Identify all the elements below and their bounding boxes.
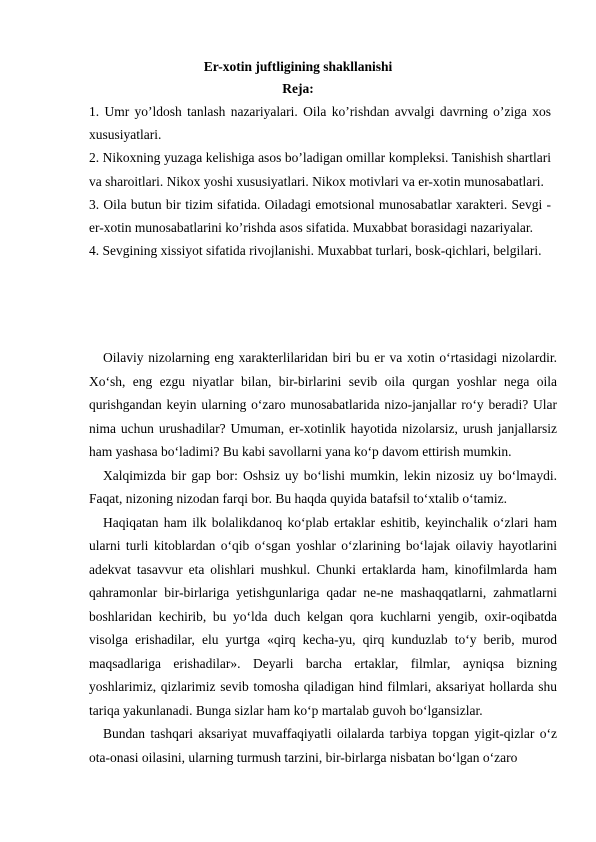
body-paragraph-4: Bundan tashqari aksariyat muvaffaqiyatli oilalarda tarbiya topgan yigit-qizlar oʻz ota-onasi oilasini, ularning turmush tarzini, bir-birlarga nisbatan boʻlgan oʻzaro — [89, 726, 557, 765]
body-paragraph-3: Haqiqatan ham ilk bolalikdanoq koʻplab ertaklar eshitib, keyinchalik oʻzlari ham ularni turli kitoblardan oʻqib oʻsgan yoshlar oʻzlarining boʻlajak oilaviy hayotlarini adekvat tasavvur eta olishlari mushkul. Chunki ertaklarda ham, kinofilmlarda ham qahramonlar bir-birlariga yetishgunlariga qadar ne-ne mashaqqatlarni, zahmatlarni boshlaridan kechirib, bu yoʻlda duch kelgan qora kuchlarni yengib, oxir-oqibatda visolga erishadilar, elu yurtga «qirq kecha-yu, qirq kunduzlab toʻy berib, murod maqsadlariga erishadilar». Deyarli barcha ertaklar, filmlar, ayniqsa bizning yoshlarimiz, qizlarimiz sevib tomosha qiladigan hind filmlari, aksariyat hollarda shu tariqa yakunlanadi. Bunga sizlar ham koʻp martalab guvoh boʻlgansizlar. — [89, 514, 557, 718]
document-title: Er-xotin juftligining shakllanishi — [203, 59, 393, 74]
plan-item-4: 4. Sevgining xissiyot sifatida rivojlanishi. Muxabbat turlari, bosk-qichlari, belgilari. — [89, 243, 542, 259]
plan-item-2: 2. Nikoxning yuzaga kelishiga asos bo’ladigan omillar kompleksi. Tanishish shartlari va sharoitlari. Nikox yoshi xususiyatlari. Nikox motivlari va er-xotin munosabatlari. — [89, 150, 551, 189]
body-text — [89, 346, 557, 769]
plan-heading: Reja: — [282, 81, 314, 96]
plan-item-3: 3. Oila butun bir tizim sifatida. Oiladagi emotsional munosabatlar xarakteri. Sevgi - er-xotin munosabatlarini ko’rishda asos sifatida. Muxabbat borasidagi nazariyalar. — [89, 196, 551, 236]
plan-item-1: 1. Umr yo’ldosh tanlash nazariyalari. Oila ko’rishdan avvalgi davrning o’ziga xos xususiyatlari. — [89, 104, 551, 143]
body-paragraph-1: Oilaviy nizolarning eng xarakterlilaridan biri bu er va xotin oʻrtasidagi nizolardir. Xoʻsh, eng ezgu niyatlar bilan, bir-birlarini sevib oila qurgan yoshlar nega oila qurishgandan keyin ularning oʻzaro munosabatlarida nizo-janjallar roʻy beradi? Ular nima uchun urushadilar? Umuman, er-xotinlik hayotida nizolarsiz, urush janjallarsiz ham yashasa boʻladimi? Bu kabi savollarni yana koʻp davom ettirish mumkin. — [89, 350, 557, 459]
body-paragraph-2: Xalqimizda bir gap bor: Oshsiz uy boʻlishi mumkin, lekin nizosiz uy boʻlmaydi. Faqat, nizoning nizodan farqi bor. Bu haqda quyida batafsil toʻxtalib oʻtamiz. — [89, 467, 557, 506]
plan-list — [89, 100, 551, 262]
